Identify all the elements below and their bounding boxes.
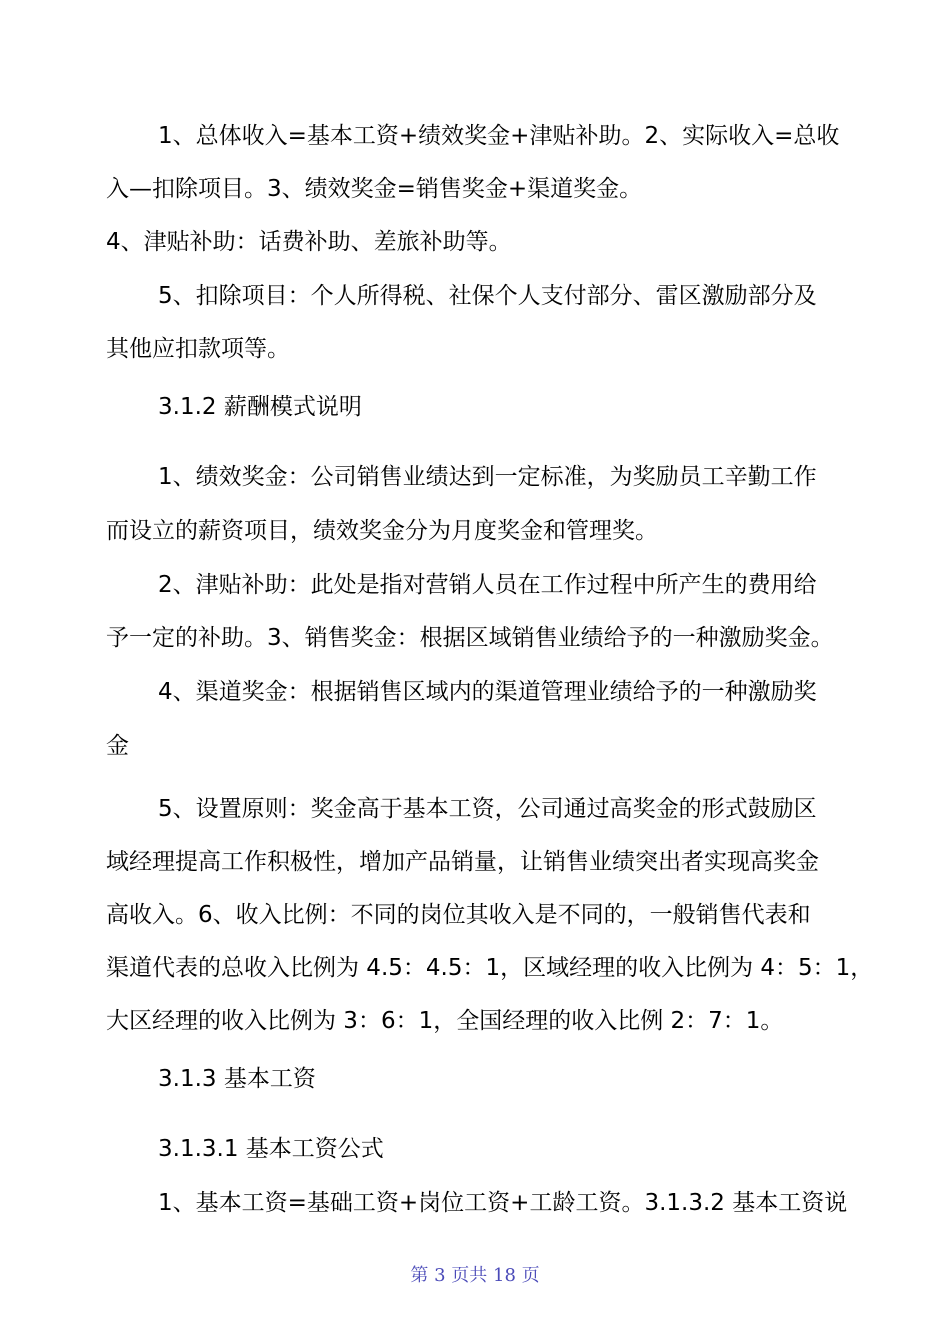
section-heading-3-1-2: 3.1.2 薪酬模式说明 — [158, 394, 362, 420]
body-line-4: 5、扣除项目：个人所得税、社保个人支付部分、雷区激励部分及 — [158, 283, 817, 309]
body-line-15: 渠道代表的总收入比例为 4.5：4.5：1，区域经理的收入比例为 4：5：1， — [106, 955, 874, 981]
body-line-1: 1、总体收入=基本工资+绩效奖金+津贴补助。2、实际收入=总收 — [158, 123, 840, 149]
body-line-16: 大区经理的收入比例为 3：6：1，全国经理的收入比例 2：7：1。 — [106, 1008, 784, 1034]
body-line-7: 而设立的薪资项目，绩效奖金分为月度奖金和管理奖。 — [106, 518, 658, 544]
body-line-11: 金 — [106, 733, 129, 759]
body-line-5: 其他应扣款项等。 — [106, 336, 290, 362]
body-line-3: 4、津贴补助：话费补助、差旅补助等。 — [106, 229, 512, 255]
body-line-12: 5、设置原则：奖金高于基本工资，公司通过高奖金的形式鼓励区 — [158, 796, 817, 822]
page-number-footer: 第 3 页共 18 页 — [410, 1265, 540, 1286]
body-line-13: 域经理提高工作积极性，增加产品销量，让销售业绩突出者实现高奖金 — [106, 849, 819, 875]
section-heading-3-1-3-1: 3.1.3.1 基本工资公式 — [158, 1136, 384, 1162]
section-heading-3-1-3: 3.1.3 基本工资 — [158, 1066, 316, 1092]
body-line-2: 入—扣除项目。3、绩效奖金=销售奖金+渠道奖金。 — [106, 176, 643, 202]
body-line-9: 予一定的补助。3、销售奖金：根据区域销售业绩给予的一种激励奖金。 — [106, 625, 834, 651]
body-line-17: 1、基本工资=基础工资+岗位工资+工龄工资。3.1.3.2 基本工资说 — [158, 1190, 848, 1216]
body-line-14: 高收入。6、收入比例：不同的岗位其收入是不同的，一般销售代表和 — [106, 902, 811, 928]
body-line-10: 4、渠道奖金：根据销售区域内的渠道管理业绩给予的一种激励奖 — [158, 679, 817, 705]
body-line-8: 2、津贴补助：此处是指对营销人员在工作过程中所产生的费用给 — [158, 572, 817, 598]
body-line-6: 1、绩效奖金：公司销售业绩达到一定标准，为奖励员工辛勤工作 — [158, 464, 817, 490]
